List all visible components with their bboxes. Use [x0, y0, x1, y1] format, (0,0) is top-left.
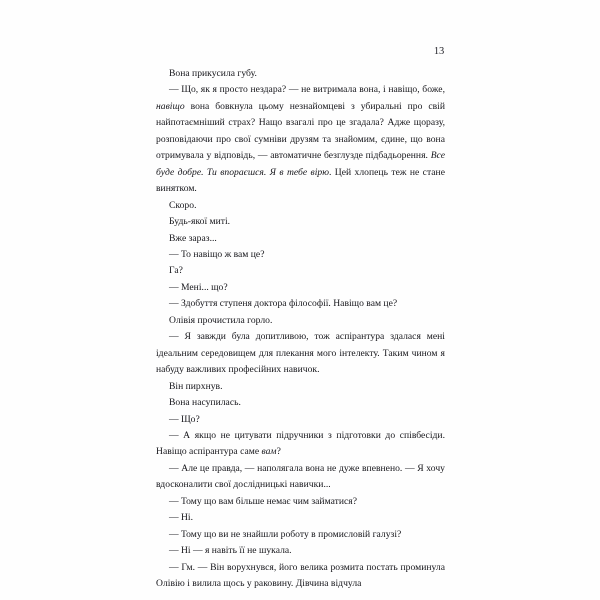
body-text: — Що?: [169, 413, 200, 425]
body-text: — Ні — я навіть її не шукала.: [169, 545, 292, 557]
body-text-block: [156, 66, 445, 593]
paragraph: [156, 198, 445, 214]
paragraph: [156, 66, 445, 82]
body-text: Він пирхнув.: [169, 380, 223, 392]
body-text: — Ні.: [169, 512, 194, 524]
page-number: 13: [433, 46, 444, 57]
paragraph: [156, 82, 445, 197]
paragraph: [156, 214, 445, 230]
paragraph: [156, 428, 445, 461]
paragraph: [156, 313, 445, 329]
paragraph: [156, 296, 445, 312]
paragraph: [156, 461, 445, 494]
paragraph: [156, 527, 445, 543]
emphasis-text: Все буде добре. Ти впораєшся. Я в тебе вірю: [156, 150, 445, 178]
paragraph: [156, 231, 445, 247]
body-text: — А якщо не цитувати підручники з підготовки до співбесіди. Навіщо аспірантура саме: [156, 429, 445, 458]
body-text: ?: [276, 446, 281, 458]
paragraph: [156, 379, 445, 395]
body-text: — Гм. — Він ворухнувся, його велика розмита постать проминула Олівію і вилила щось у раковину. Дівчина відчула: [156, 561, 445, 590]
body-text: Вона насупилась.: [169, 397, 241, 409]
body-text: Вона прикусила губу.: [169, 68, 257, 79]
paragraph: [156, 560, 445, 593]
paragraph: [156, 395, 445, 411]
emphasis-text: навіщо: [156, 100, 185, 112]
body-text: Будь-якої миті.: [169, 216, 231, 228]
body-text: — Тому що ви не знайшли роботу в промисловій галузі?: [169, 528, 402, 540]
paragraph: [156, 412, 445, 428]
body-text: — Тому що вам більше немає чим займатися?: [169, 495, 358, 507]
body-text: — Здобуття ступеня доктора філософії. Навіщо вам це?: [169, 298, 398, 310]
emphasis-text: вам: [261, 446, 277, 458]
body-text: — Але це правда, — наполягала вона не дуже впевнено. — Я хочу вдосконалити свої дослідницькі навички...: [156, 462, 445, 491]
body-text: . Цей хлопець теж не стане винятком.: [156, 166, 445, 195]
body-text: — То навіщо ж вам це?: [169, 248, 265, 260]
body-text: Га?: [169, 265, 183, 277]
body-text: — Що, як я просто нездара? — не витримала вона, і навіщо, боже,: [169, 84, 445, 96]
body-text: вона бовкнула цьому незнайомцеві з убиральні про свій найпотаємніший страх? Нащо взагалі про це згадала? Адже щоразу, розповідаючи про свої сумніви друзям та знайомим, єдине, що вона отримувала у відповідь, — автоматичне безглузде підбадьорення.: [156, 100, 445, 162]
paragraph: [156, 247, 445, 263]
body-text: — Я завжди була допитливою, тож аспірантура здалася мені ідеальним середовищем для плекання мого інтелекту. Таким чином я набуду важливих професійних навичок.: [156, 331, 445, 376]
paragraph: [156, 510, 445, 526]
body-text: Олівія прочистила горло.: [169, 314, 273, 326]
paragraph: [156, 543, 445, 559]
paragraph: [156, 263, 445, 279]
body-text: — Мені... що?: [169, 281, 228, 293]
body-text: Скоро.: [169, 199, 197, 211]
body-text: Вже зараз...: [169, 232, 217, 244]
paragraph: [156, 280, 445, 296]
paragraph: [156, 329, 445, 378]
paragraph: [156, 494, 445, 510]
